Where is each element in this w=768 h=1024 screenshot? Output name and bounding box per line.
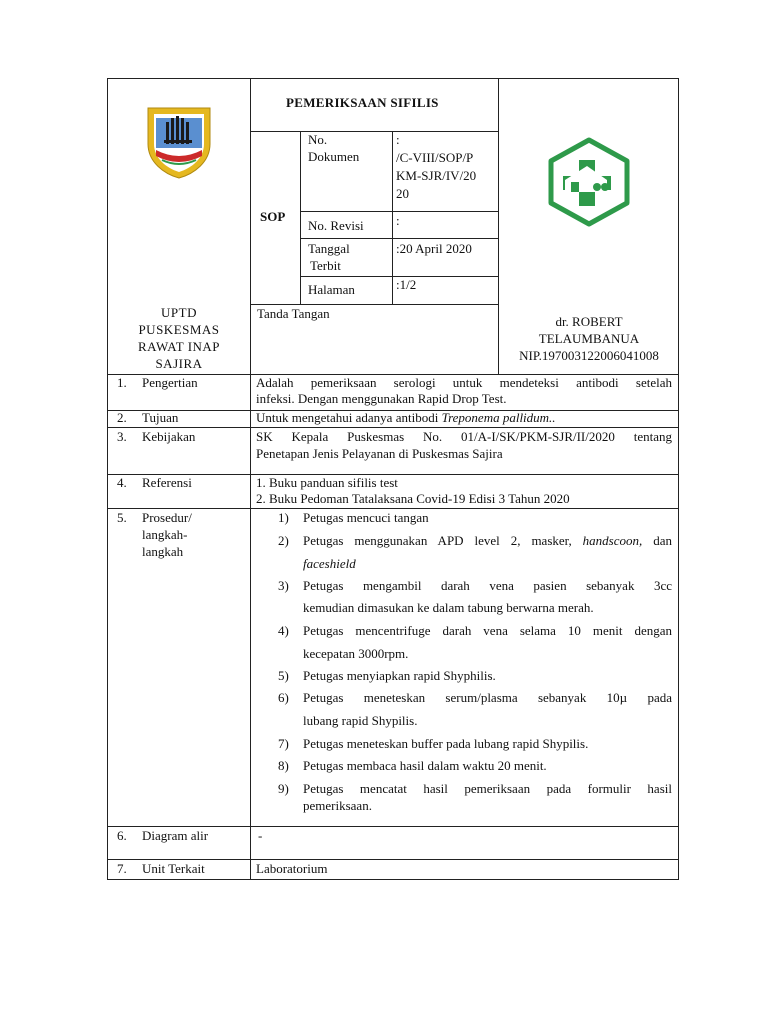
row-label-pengertian: Pengertian (142, 375, 198, 390)
row-number: 3. (117, 429, 127, 444)
row-number: 7. (117, 861, 127, 876)
issue-date-label: Tanggal (308, 241, 350, 256)
step-number: 4) (278, 623, 289, 638)
step-number: 6) (278, 690, 289, 705)
row-label-prosedur-2: langkah- (142, 527, 188, 542)
step-text: Petugas menggunakan APD level 2, masker, handscoon, dan (303, 533, 672, 548)
step-number: 2) (278, 533, 289, 548)
step-text: Petugas menyiapkan rapid Shyphilis. (303, 668, 496, 683)
step-text: Petugas mengambil darah vena pasien sebanyak 3cc (303, 578, 672, 593)
document-title: PEMERIKSAAN SIFILIS (286, 95, 439, 110)
step-number: 5) (278, 668, 289, 683)
sop-label: SOP (260, 209, 286, 224)
step-text: Petugas mencuci tangan (303, 510, 429, 525)
step-text: Petugas mencentrifuge darah vena selama 10 menit dengan (303, 623, 672, 638)
regency-logo (144, 104, 214, 180)
step-number: 1) (278, 510, 289, 525)
doc-no-value-3: KM-SJR/IV/20 (396, 168, 477, 183)
row-number: 5. (117, 510, 127, 525)
step-text: Petugas meneteskan buffer pada lubang rapid Shypilis. (303, 736, 589, 751)
step-number: 8) (278, 758, 289, 773)
revision-value: : (396, 213, 400, 228)
row-number: 2. (117, 410, 127, 425)
step-number: 7) (278, 736, 289, 751)
step-text: Petugas membaca hasil dalam waktu 20 menit. (303, 758, 547, 773)
signer-name-2: TELAUMBANUA (538, 331, 640, 346)
doc-no-label-2: Dokumen (308, 149, 360, 164)
row-label-diagram: Diagram alir (142, 828, 209, 843)
row-label-prosedur-3: langkah (142, 544, 184, 559)
row-number: 4. (117, 475, 127, 490)
step-text-cont: pemeriksaan. (303, 798, 372, 813)
step-number: 9) (278, 781, 289, 796)
pengertian-text: Adalah pemeriksaan serologi untuk mendeteksi antibodi setelah (256, 375, 672, 390)
row-label-referensi: Referensi (142, 475, 192, 490)
procedure-steps (276, 508, 676, 824)
referensi-item: 2. Buku Pedoman Tatalaksana Covid-19 Edisi 3 Tahun 2020 (256, 491, 570, 506)
signer-nip: NIP.197003122006041008 (519, 348, 659, 363)
step-number: 3) (278, 578, 289, 593)
step-text-cont: faceshield (303, 556, 356, 571)
page-value: :1/2 (396, 277, 417, 292)
step-text-cont: lubang rapid Shypilis. (303, 713, 418, 728)
step-text: Petugas meneteskan serum/plasma sebanyak 10µ pada (303, 690, 672, 705)
issue-date-label-2: Terbit (310, 258, 341, 273)
doc-no-value-2: /C-VIII/SOP/P (396, 150, 474, 165)
step-text: Petugas mencatat hasil pemeriksaan pada formulir hasil (303, 781, 672, 796)
org-name: UPTD PUSKESMAS RAWAT INAP SAJIRA (137, 305, 221, 371)
page-label: Halaman (308, 282, 355, 297)
step-text-cont: kecepatan 3000rpm. (303, 646, 409, 661)
diagram-value: - (258, 828, 263, 843)
signer-block (499, 313, 679, 364)
doc-no-value: : (396, 132, 400, 147)
step-text-cont: kemudian dimasukan ke dalam tabung berwarna merah. (303, 600, 594, 615)
row-label-unit: Unit Terkait (142, 861, 205, 876)
unit-value: Laboratorium (256, 861, 328, 876)
doc-no-value-4: 20 (396, 186, 409, 201)
puskesmas-logo (543, 136, 635, 228)
row-label-tujuan: Tujuan (142, 410, 179, 425)
kebijakan-text-2: Penetapan Jenis Pelayanan di Puskesmas Sajira (256, 446, 503, 461)
kebijakan-text: SK Kepala Puskesmas No. 01/A-I/SK/PKM-SJR/II/2020 tentang (256, 429, 672, 444)
signature-label: Tanda Tangan (257, 306, 330, 321)
referensi-item: 1. Buku panduan sifilis test (256, 475, 398, 490)
tujuan-text: Untuk mengetahui adanya antibodi Treponema pallidum.. (256, 410, 556, 425)
pengertian-text-2: infeksi. Dengan menggunakan Rapid Drop Test. (256, 391, 507, 406)
signer-name: dr. ROBERT (555, 314, 623, 329)
issue-date-value: :20 April 2020 (396, 241, 472, 256)
revision-label: No. Revisi (308, 218, 364, 233)
row-number: 1. (117, 375, 127, 390)
row-label-kebijakan: Kebijakan (142, 429, 196, 444)
row-label-prosedur: Prosedur/ (142, 510, 192, 525)
doc-no-label: No. (308, 132, 328, 147)
row-number: 6. (117, 828, 127, 843)
